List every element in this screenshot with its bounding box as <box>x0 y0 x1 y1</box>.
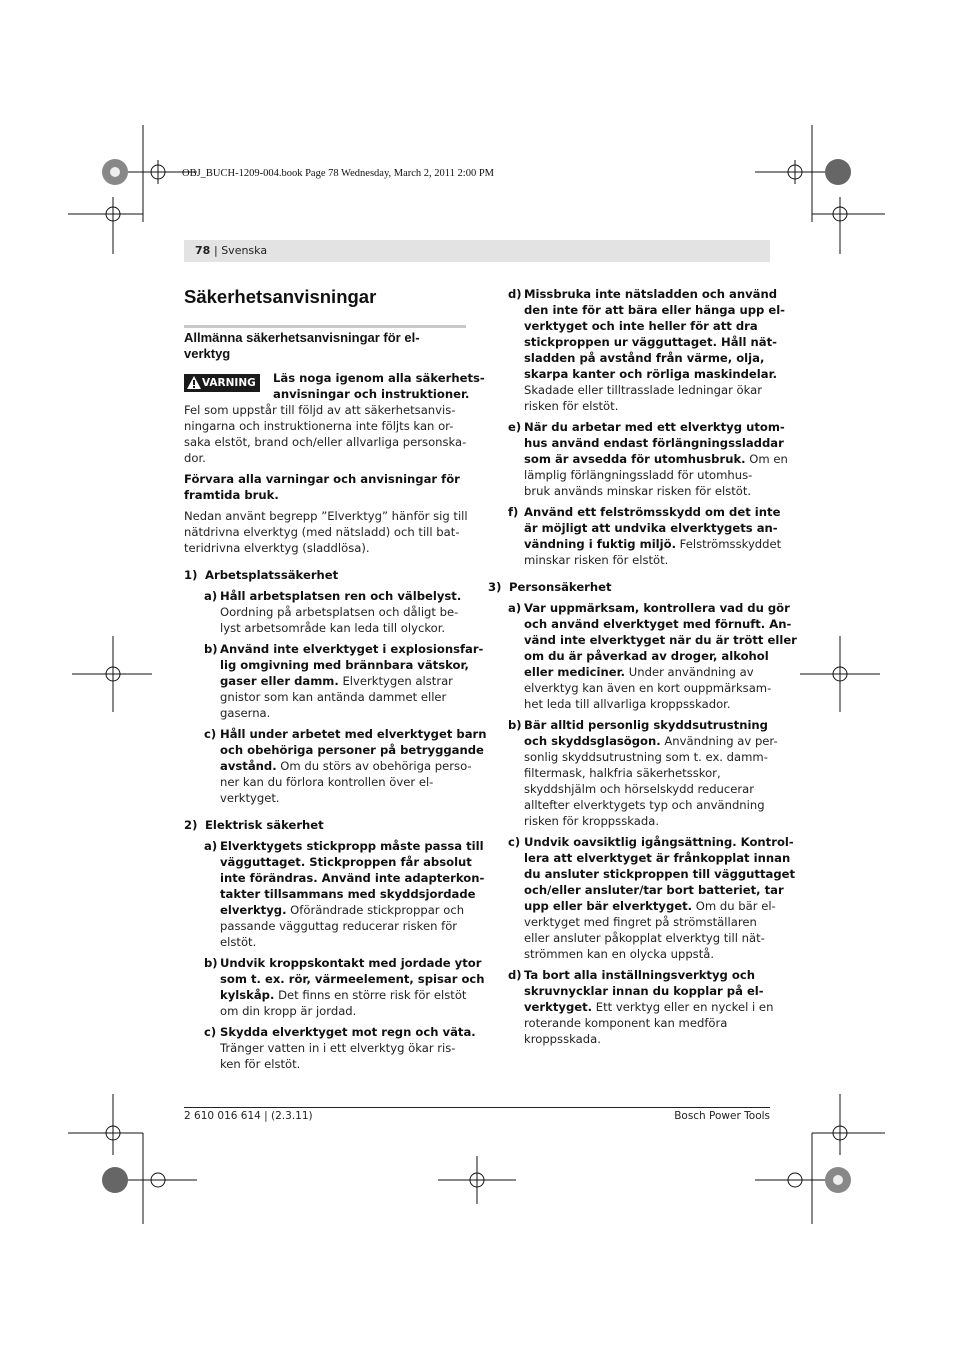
item-bold-fragment: upp eller bär elverktyget. <box>524 899 693 913</box>
item-label: d) <box>508 287 522 301</box>
item-bold-line: lig omgivning med brännbara vätskor, <box>220 658 469 672</box>
item-text-line: filtermask, halkfria säkerhetsskor, <box>524 766 721 780</box>
item-bold-line: och/eller ansluter/tar bort batteriet, tar <box>524 883 784 897</box>
item-mixed-line <box>220 987 485 1003</box>
page-header-bar <box>184 240 770 262</box>
item-bold-line: och använd elverktyget med förnuft. An- <box>524 617 792 631</box>
item-text-line: verktyget. <box>220 791 280 805</box>
warning-line: Läs noga igenom alla säkerhets- <box>273 371 485 385</box>
item-label: c) <box>204 1025 217 1039</box>
item-body <box>220 588 461 636</box>
section-heading: Allmänna säkerhetsanvisningar för el- verktyg <box>184 330 420 361</box>
item-normal-fragment: Om du bär el- <box>692 899 776 913</box>
item-label: c) <box>508 835 521 849</box>
item-text-line: het leda till allvarliga kroppsskador. <box>524 697 731 711</box>
item-bold-line: takter tillsammans med skyddsjordade <box>220 887 476 901</box>
item-bold-line: vänd inte elverktyget när du är trött eller <box>524 633 797 647</box>
item-bold-line: Bär alltid personlig skyddsutrustning <box>524 718 768 732</box>
item-mixed-line <box>524 536 781 552</box>
footer-doc-number: 2 610 016 614 | (2.3.11) <box>184 1110 313 1122</box>
item-bold-line: Håll arbetsplatsen ren och välbelyst. <box>220 589 462 603</box>
item-text-line: Oordning på arbetsplatsen och dåligt be- <box>220 605 459 619</box>
item-text-line: om din kropp är jordad. <box>220 1004 357 1018</box>
item-bold-line: Använd inte elverktyget i explosionsfar- <box>220 642 484 656</box>
section-1-heading <box>184 567 339 583</box>
item-normal-fragment: Elverktygen alstrar <box>338 674 453 688</box>
item-text-line: lämplig förlängningssladd för utomhus- <box>524 468 753 482</box>
item-bold-line: om du är påverkad av droger, alkohol <box>524 649 769 663</box>
text-line: Fel som uppstår till följd av att säkerhetsanvis- <box>184 403 456 417</box>
item-text-line: Skadade eller tilltrasslade ledningar ökar <box>524 383 763 397</box>
item-bold-line: skarpa kanter och rörliga maskindelar. <box>524 367 778 381</box>
item-text-line: alltefter elverktygets typ och användning <box>524 798 765 812</box>
item-bold-line: som t. ex. rör, värmeelement, spisar och <box>220 972 485 986</box>
section-title: Arbetsplatssäkerhet <box>205 568 339 582</box>
item-label: c) <box>204 727 217 741</box>
item-bold-fragment: och skyddsglasögon. <box>524 734 661 748</box>
item-label: e) <box>508 420 522 434</box>
print-slug: OBJ_BUCH-1209-004.book Page 78 Wednesday, March 2, 2011 2:00 PM <box>182 168 494 179</box>
page-number: 78 <box>195 244 211 257</box>
item-text-line: roterande komponent kan medföra <box>524 1016 728 1030</box>
item-normal-fragment: Användning av per- <box>660 734 778 748</box>
warning-text <box>273 370 485 402</box>
item-bold-line: vägguttaget. Stickproppen får absolut <box>220 855 472 869</box>
item-mixed-line <box>220 758 487 774</box>
section-number: 1) <box>184 568 198 582</box>
warning-triangle-icon <box>187 376 201 389</box>
item-bold-line: sladden på avstånd från värme, olja, <box>524 351 765 365</box>
item-bold-line: När du arbetar med ett elverktyg utom- <box>524 420 785 434</box>
item-text-line: passande vägguttag reducerar risken för <box>220 919 458 933</box>
item-text-line: ken för elstöt. <box>220 1057 301 1071</box>
item-bold-line: inte förändras. Använd inte adapterkon- <box>220 871 485 885</box>
text-line: framtida bruk. <box>184 488 279 502</box>
item-bold-line: och obehöriga personer på betryggande <box>220 743 484 757</box>
item-body <box>220 955 485 1019</box>
item-body <box>524 286 785 414</box>
item-text-line: bruk används minskar risken för elstöt. <box>524 484 752 498</box>
item-text-line: elstöt. <box>220 935 257 949</box>
item-body <box>524 600 797 712</box>
item-bold-line: Skydda elverktyget mot regn och väta. <box>220 1025 476 1039</box>
text-line: teridrivna elverktyg (sladdlösa). <box>184 541 370 555</box>
keep-instructions <box>184 471 460 503</box>
item-bold-line: den inte för att bära eller hänga upp el- <box>524 303 785 317</box>
item-bold-line: hus använd endast förlängningssladdar <box>524 436 784 450</box>
item-text-line: elverktyg kan även en kort ouppmärksam- <box>524 681 772 695</box>
item-bold-line: lera att elverktyget är frånkopplat innan <box>524 851 791 865</box>
item-text-line: gnistor som kan antända dammet eller <box>220 690 447 704</box>
item-label: f) <box>508 505 519 519</box>
item-bold-line: du ansluter stickproppen till vägguttaget <box>524 867 796 881</box>
item-bold-fragment: som är avsedda för utomhusbruk. <box>524 452 746 466</box>
page-title: Säkerhetsanvisningar <box>184 286 377 307</box>
item-label: a) <box>204 589 218 603</box>
text-line: Förvara alla varningar och anvisningar för <box>184 472 460 486</box>
item-text-line: minskar risken för elstöt. <box>524 553 669 567</box>
section-number: 2) <box>184 818 198 832</box>
item-bold-fragment: gaser eller damm. <box>220 674 339 688</box>
item-body <box>524 967 773 1047</box>
item-bold-line: skruvnycklar innan du kopplar på el- <box>524 984 764 998</box>
item-label: a) <box>508 601 522 615</box>
item-mixed-line <box>524 999 773 1015</box>
item-label: b) <box>508 718 522 732</box>
item-text-line: eller ansluter påkopplat elverktyg till nät- <box>524 931 765 945</box>
item-bold-fragment: eller mediciner. <box>524 665 626 679</box>
item-bold-line: Missbruka inte nätsladden och använd <box>524 287 778 301</box>
item-body <box>524 717 778 829</box>
footer-rule <box>184 1107 770 1108</box>
item-body <box>220 641 483 721</box>
item-body <box>524 834 795 962</box>
item-text-line: Tränger vatten in i ett elverktyg ökar ris- <box>220 1041 456 1055</box>
item-label: b) <box>204 642 218 656</box>
text-line: nätdrivna elverktyg (med nätsladd) och till bat- <box>184 525 460 539</box>
item-bold-line: Elverktygets stickpropp måste passa till <box>220 839 484 853</box>
item-mixed-line <box>220 902 484 918</box>
item-normal-fragment: Det finns en större risk för elstöt <box>274 988 467 1002</box>
item-bold-fragment: kylskåp. <box>220 988 275 1002</box>
text-line: ningarna och instruktionerna inte följts kan or- <box>184 419 454 433</box>
item-bold-line: Undvik oavsiktlig igångsättning. Kontrol- <box>524 835 794 849</box>
text-line: Nedan använt begrepp ”Elverktyg” hänför sig till <box>184 509 468 523</box>
section-rule <box>184 325 466 328</box>
item-text-line: kroppsskada. <box>524 1032 601 1046</box>
item-body <box>524 419 788 499</box>
item-bold-line: Undvik kroppskontakt med jordade ytor <box>220 956 482 970</box>
item-text-line: verktyget med fingret på strömställaren <box>524 915 757 929</box>
item-normal-fragment: Om en <box>745 452 788 466</box>
item-bold-fragment: avstånd. <box>220 759 277 773</box>
item-bold-line: stickproppen ur vägguttaget. Håll nät- <box>524 335 777 349</box>
item-mixed-line <box>524 733 778 749</box>
item-mixed-line <box>524 898 795 914</box>
item-bold-line: Håll under arbetet med elverktyget barn <box>220 727 487 741</box>
item-body <box>220 1024 476 1072</box>
item-bold-fragment: vändning i fuktig miljö. <box>524 537 676 551</box>
item-body <box>220 838 484 950</box>
definition-paragraph <box>184 508 468 556</box>
text-line: dor. <box>184 451 206 465</box>
item-normal-fragment: Felströmsskyddet <box>676 537 782 551</box>
item-bold-line: är möjligt att undvika elverktygets an- <box>524 521 778 535</box>
section-title: Elektrisk säkerhet <box>205 818 324 832</box>
item-bold-fragment: verktyget. <box>524 1000 593 1014</box>
item-mixed-line <box>524 664 797 680</box>
item-bold-line: Var uppmärksam, kontrollera vad du gör <box>524 601 790 615</box>
section-3-heading <box>488 579 612 595</box>
footer-brand: Bosch Power Tools <box>674 1110 770 1122</box>
item-text-line: sonlig skyddsutrustning som t. ex. damm- <box>524 750 768 764</box>
warning-line: anvisningar och instruktioner. <box>273 387 470 401</box>
item-label: d) <box>508 968 522 982</box>
item-text-line: strömmen kan en olycka uppstå. <box>524 947 715 961</box>
item-mixed-line <box>524 451 788 467</box>
item-normal-fragment: Under användning av <box>625 665 754 679</box>
item-normal-fragment: Ett verktyg eller en nyckel i en <box>592 1000 774 1014</box>
item-text-line: risken för kroppsskada. <box>524 814 660 828</box>
warning-badge <box>184 374 260 392</box>
item-text-line: risken för elstöt. <box>524 399 619 413</box>
text-line: saka elstöt, brand och/eller allvarliga personska- <box>184 435 467 449</box>
item-text-line: lyst arbetsområde kan leda till olyckor. <box>220 621 446 635</box>
item-label: b) <box>204 956 218 970</box>
section-number: 3) <box>488 580 502 594</box>
header-language: | Svenska <box>214 244 268 257</box>
item-mixed-line <box>220 673 483 689</box>
section-title: Personsäkerhet <box>509 580 612 594</box>
intro-paragraph <box>184 402 466 466</box>
item-bold-line: Använd ett felströmsskydd om det inte <box>524 505 781 519</box>
warning-label: VARNING <box>202 377 256 389</box>
item-bold-fragment: elverktyg. <box>220 903 287 917</box>
item-label: a) <box>204 839 218 853</box>
section-2-heading <box>184 817 324 833</box>
item-bold-line: verktyget och inte heller för att dra <box>524 319 758 333</box>
item-body <box>524 504 781 568</box>
item-text-line: skyddshjälm och hörselskydd reducerar <box>524 782 755 796</box>
item-text-line: gaserna. <box>220 706 271 720</box>
item-text-line: ner kan du förlora kontrollen över el- <box>220 775 434 789</box>
item-body <box>220 726 487 806</box>
item-normal-fragment: Oförändrade stickproppar och <box>286 903 465 917</box>
item-bold-line: Ta bort alla inställningsverktyg och <box>524 968 755 982</box>
item-normal-fragment: Om du störs av obehöriga perso- <box>276 759 472 773</box>
